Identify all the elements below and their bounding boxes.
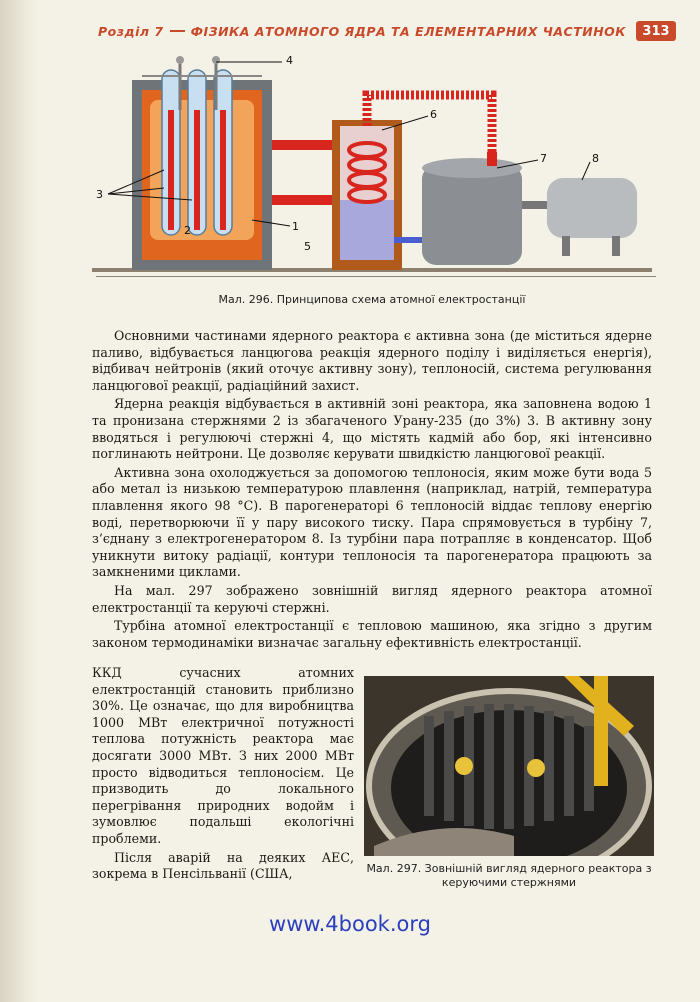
figure-divider [96,276,656,277]
label-6: 6 [430,108,437,121]
label-4: 4 [286,54,293,67]
figure-297-caption: Мал. 297. Зовнішній вигляд ядерного реактора з керуючими стержнями [366,862,652,889]
npp-schematic-diagram [92,50,652,280]
paragraph-5: Турбіна атомної електростанції є тепловою машиною, яка згідно з другим законом термодинаміки визначає загальну ефективність електростанції. [92,618,652,650]
section-label: Розділ 7 [92,24,170,39]
paragraph-3: Активна зона охолоджується за допомогою теплоносія, яким може бути вода 5 або метал із низькою температурою плавлення (наприклад, натрій, температура плавлення якого 98 °С). В парогенераторі 6 теплоносій віддає теплову енергію воді, перетворюючи її у пару високого тиску. Пара спрямовується в турбіну 7, з’єднану з електрогенератором 8. Із турбіни пара потрапляє в конденсатор. Щоб уникнути витоку радіації, контури теплоносія та парогенератора працюють за замкненими циклами. [92,464,652,580]
main-text [92,328,652,653]
paragraph-7: Після аварій на деяких АЕС, зокрема в Пенсільванії (США, [92,849,354,882]
label-7: 7 [540,152,547,165]
chapter-title: ФІЗИКА АТОМНОГО ЯДРА ТА ЕЛЕМЕНТАРНИХ ЧАСТИНОК [185,24,632,39]
wrapped-text [92,665,354,885]
label-1: 1 [292,220,299,233]
paragraph-2: Ядерна реакція відбувається в активній зоні реактора, яка заповнена водою 1 та пронизана стержнями 2 із збагаченого Урану-235 (до 3%) 3. В активну зону вводяться і регулюючі стержні 4, що містять кадмій або бор, які інтенсивно поглинають нейтрони. Це дозволяє керувати швидкістю ланцюгової реакції. [92,396,652,462]
page-fold-shade [0,0,40,1002]
reactor-photo [364,676,654,856]
label-8: 8 [592,152,599,165]
paragraph-6: ККД сучасних атомних електростанцій становить приблизно 30%. Це означає, що для виробництва 1000 МВт електричної потужності теплова потужність реактора має досягати 3000 МВт. З них 2000 МВт просто відводиться теплоносієм. Це призводить до локального перегрівання природних водойм і зумовлює подальші екологічні проблеми. [92,665,354,846]
coolant-water [340,200,394,260]
label-5: 5 [304,240,311,253]
site-watermark: www.4book.org [269,912,431,936]
turbine [422,165,522,265]
page-header [92,20,690,42]
electric-generator [547,178,637,238]
fuel-rods [162,70,232,235]
page-number: 313 [636,21,676,41]
label-2: 2 [184,224,191,237]
figure-296-caption: Мал. 296. Принципова схема атомної електростанції [218,293,526,306]
paragraph-1: Основними частинами ядерного реактора є активна зона (де міститься ядерне паливо, відбувається ланцюгова реакція ядерного поділу і виділяється енергія), відбивач нейтронів (який оточує активну зону), теплоносій, система регулювання ланцюгової реакції, радіаційний захист. [92,328,652,393]
paragraph-4: На мал. 297 зображено зовнішній вигляд ядерного реактора атомної електростанції та керуючі стержні. [92,582,652,615]
label-3: 3 [96,188,103,201]
